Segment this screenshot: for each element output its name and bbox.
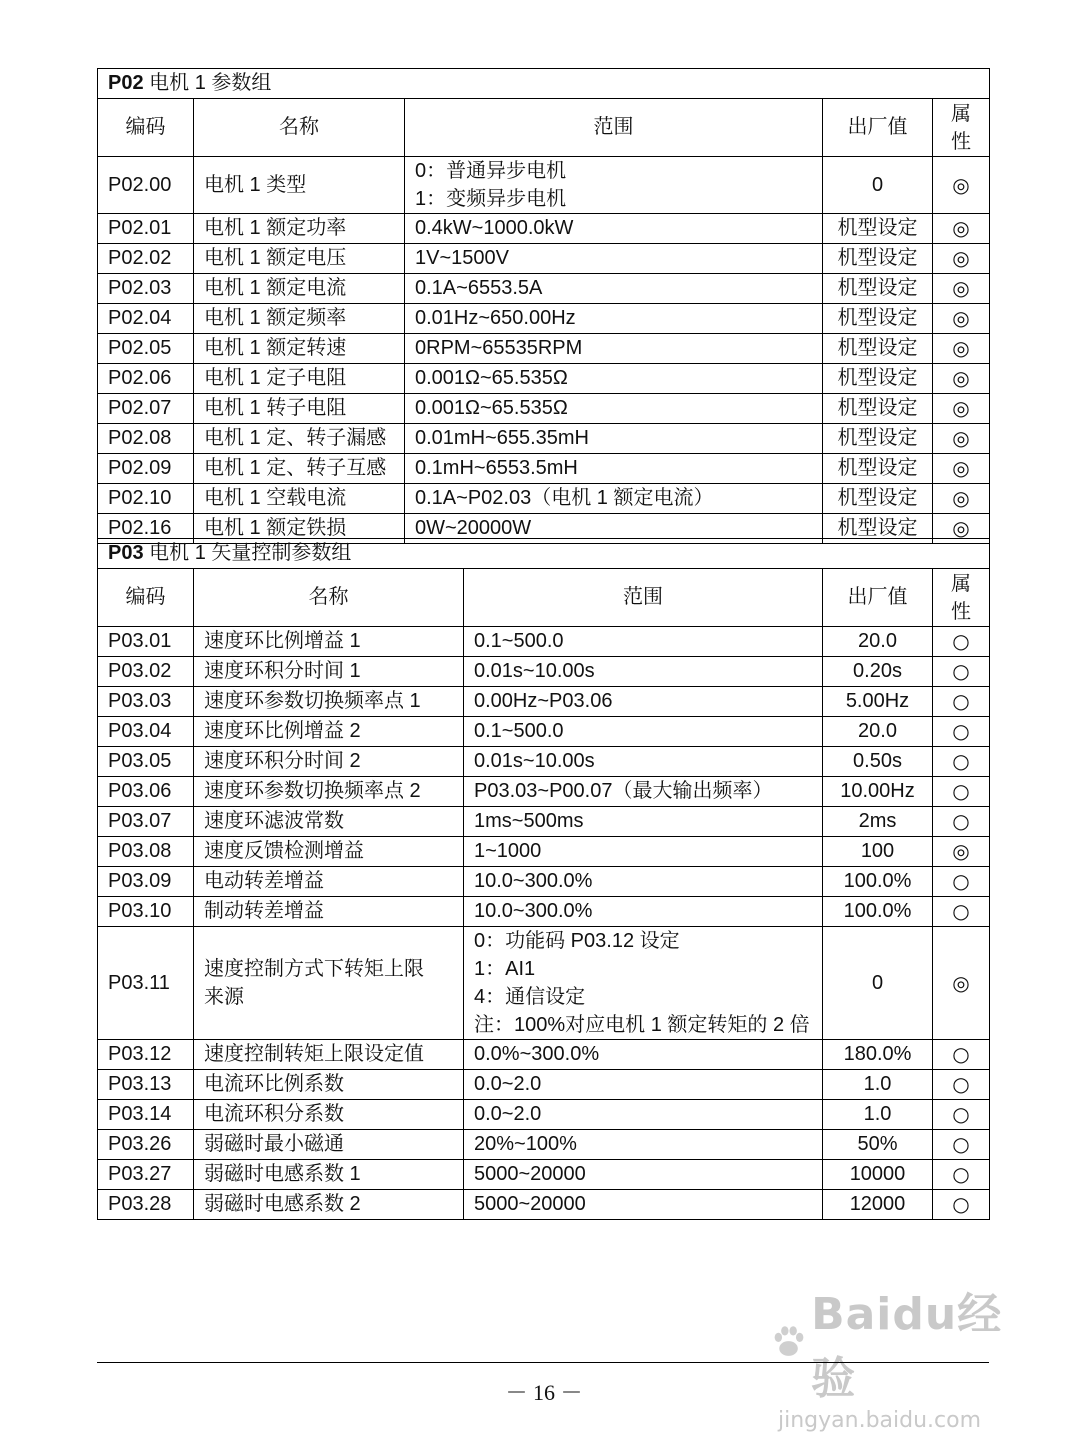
param-default: 100 bbox=[823, 837, 933, 867]
p03-header-range: 范围 bbox=[464, 569, 823, 627]
param-default: 10000 bbox=[823, 1160, 933, 1190]
paw-icon bbox=[770, 1322, 807, 1362]
param-default: 机型设定 bbox=[823, 214, 933, 244]
p02-parameter-table bbox=[97, 68, 990, 544]
param-name: 弱磁时电感系数 1 bbox=[194, 1160, 464, 1190]
table-row bbox=[98, 424, 990, 454]
param-default: 5.00Hz bbox=[823, 687, 933, 717]
p03-group-title: P03 电机 1 矢量控制参数组 bbox=[98, 539, 990, 569]
param-range: 5000~20000 bbox=[464, 1160, 823, 1190]
param-code: P02.16 bbox=[98, 514, 194, 544]
param-range: 5000~20000 bbox=[464, 1190, 823, 1220]
param-name-line: 速度控制方式下转矩上限 bbox=[204, 958, 424, 980]
param-default: 机型设定 bbox=[823, 514, 933, 544]
param-default: 0.20s bbox=[823, 657, 933, 687]
baidu-jingyan-watermark bbox=[770, 1278, 1030, 1433]
table-row bbox=[98, 244, 990, 274]
param-code: P02.03 bbox=[98, 274, 194, 304]
table-row bbox=[98, 1100, 990, 1130]
param-attr: ◎ bbox=[933, 304, 990, 334]
param-range: 0W~20000W bbox=[405, 514, 823, 544]
param-name: 电动转差增益 bbox=[194, 867, 464, 897]
param-default: 100.0% bbox=[823, 897, 933, 927]
table-row bbox=[98, 687, 990, 717]
p02-group-title-row bbox=[98, 69, 990, 99]
param-name: 电机 1 额定电流 bbox=[194, 274, 405, 304]
p02-header-range: 范围 bbox=[405, 99, 823, 157]
param-name: 电机 1 定子电阻 bbox=[194, 364, 405, 394]
param-name: 电机 1 额定功率 bbox=[194, 214, 405, 244]
param-name: 速度环比例增益 1 bbox=[194, 627, 464, 657]
param-attr: ◎ bbox=[933, 514, 990, 544]
param-range: 0.001Ω~65.535Ω bbox=[405, 394, 823, 424]
p03-header-code: 编码 bbox=[98, 569, 194, 627]
param-name: 速度反馈检测增益 bbox=[194, 837, 464, 867]
param-attr: ○ bbox=[933, 1190, 990, 1220]
param-attr: ◎ bbox=[933, 927, 990, 1040]
table-row bbox=[98, 157, 990, 214]
param-default: 机型设定 bbox=[823, 334, 933, 364]
table-row bbox=[98, 1070, 990, 1100]
param-attr: ◎ bbox=[933, 424, 990, 454]
table-row bbox=[98, 364, 990, 394]
param-default: 50% bbox=[823, 1130, 933, 1160]
param-name: 速度环积分时间 1 bbox=[194, 657, 464, 687]
param-code: P03.02 bbox=[98, 657, 194, 687]
param-name: 电机 1 定、转子互感 bbox=[194, 454, 405, 484]
param-name: 速度环参数切换频率点 1 bbox=[194, 687, 464, 717]
p03-group-title-row bbox=[98, 539, 990, 569]
param-attr: ◎ bbox=[933, 837, 990, 867]
param-attr: ◎ bbox=[933, 364, 990, 394]
param-attr: ○ bbox=[933, 747, 990, 777]
param-default: 机型设定 bbox=[823, 274, 933, 304]
table-row bbox=[98, 777, 990, 807]
param-code: P03.07 bbox=[98, 807, 194, 837]
param-range: 0.00Hz~P03.06 bbox=[464, 687, 823, 717]
param-range bbox=[464, 927, 823, 1040]
param-default: 机型设定 bbox=[823, 424, 933, 454]
param-range: 0.0%~300.0% bbox=[464, 1040, 823, 1070]
param-code: P03.03 bbox=[98, 687, 194, 717]
param-attr: ○ bbox=[933, 867, 990, 897]
param-attr: ○ bbox=[933, 807, 990, 837]
param-attr: ○ bbox=[933, 657, 990, 687]
param-code: P02.04 bbox=[98, 304, 194, 334]
param-name: 速度环积分时间 2 bbox=[194, 747, 464, 777]
param-default: 100.0% bbox=[823, 867, 933, 897]
param-code: P02.09 bbox=[98, 454, 194, 484]
param-code: P02.01 bbox=[98, 214, 194, 244]
param-code: P02.07 bbox=[98, 394, 194, 424]
param-code: P02.02 bbox=[98, 244, 194, 274]
param-default: 20.0 bbox=[823, 717, 933, 747]
param-default: 12000 bbox=[823, 1190, 933, 1220]
p02-group-title: P02 电机 1 参数组 bbox=[98, 69, 990, 99]
param-range: 10.0~300.0% bbox=[464, 897, 823, 927]
param-default: 机型设定 bbox=[823, 394, 933, 424]
table-row bbox=[98, 304, 990, 334]
p03-header-row bbox=[98, 569, 990, 627]
table-row bbox=[98, 837, 990, 867]
param-code: P03.27 bbox=[98, 1160, 194, 1190]
param-attr: ○ bbox=[933, 717, 990, 747]
param-attr: ○ bbox=[933, 1130, 990, 1160]
param-code: P03.14 bbox=[98, 1100, 194, 1130]
param-attr: ◎ bbox=[933, 394, 990, 424]
param-attr: ◎ bbox=[933, 274, 990, 304]
param-code: P03.01 bbox=[98, 627, 194, 657]
param-name: 电流环积分系数 bbox=[194, 1100, 464, 1130]
param-name: 电机 1 类型 bbox=[194, 157, 405, 214]
param-range: 20%~100% bbox=[464, 1130, 823, 1160]
param-name: 电机 1 额定铁损 bbox=[194, 514, 405, 544]
table-row bbox=[98, 807, 990, 837]
param-range: 0.01s~10.00s bbox=[464, 747, 823, 777]
param-name: 电机 1 转子电阻 bbox=[194, 394, 405, 424]
param-default: 1.0 bbox=[823, 1070, 933, 1100]
p02-header-name: 名称 bbox=[194, 99, 405, 157]
param-code: P03.13 bbox=[98, 1070, 194, 1100]
table-row bbox=[98, 927, 990, 1040]
param-name-line: 来源 bbox=[204, 986, 244, 1008]
param-attr: ◎ bbox=[933, 484, 990, 514]
param-name: 速度控制转矩上限设定值 bbox=[194, 1040, 464, 1070]
table-row bbox=[98, 334, 990, 364]
param-name: 电机 1 额定转速 bbox=[194, 334, 405, 364]
param-range-line: 4：通信设定 bbox=[474, 986, 586, 1008]
param-attr: ○ bbox=[933, 1070, 990, 1100]
param-attr: ◎ bbox=[933, 454, 990, 484]
param-name: 速度环参数切换频率点 2 bbox=[194, 777, 464, 807]
param-range: 0RPM~65535RPM bbox=[405, 334, 823, 364]
param-name: 速度环比例增益 2 bbox=[194, 717, 464, 747]
param-name: 电机 1 定、转子漏感 bbox=[194, 424, 405, 454]
param-default: 20.0 bbox=[823, 627, 933, 657]
table-row bbox=[98, 657, 990, 687]
param-range-line: 1：AI1 bbox=[474, 958, 536, 980]
param-default: 10.00Hz bbox=[823, 777, 933, 807]
param-default: 机型设定 bbox=[823, 454, 933, 484]
param-code: P03.06 bbox=[98, 777, 194, 807]
table-row bbox=[98, 1040, 990, 1070]
param-name: 电流环比例系数 bbox=[194, 1070, 464, 1100]
param-code: P02.10 bbox=[98, 484, 194, 514]
param-range: 0.01mH~655.35mH bbox=[405, 424, 823, 454]
param-attr: ○ bbox=[933, 1100, 990, 1130]
table-row bbox=[98, 717, 990, 747]
watermark-logo-text: Baidu经验 bbox=[811, 1289, 1003, 1404]
param-range-line: 0：普通异步电机 bbox=[415, 160, 567, 182]
param-name: 电机 1 额定频率 bbox=[194, 304, 405, 334]
p02-header-code: 编码 bbox=[98, 99, 194, 157]
param-code: P03.11 bbox=[98, 927, 194, 1040]
table-row bbox=[98, 454, 990, 484]
param-attr: ○ bbox=[933, 897, 990, 927]
param-range: 0.01s~10.00s bbox=[464, 657, 823, 687]
param-range: 0.1~500.0 bbox=[464, 717, 823, 747]
param-name: 电机 1 空载电流 bbox=[194, 484, 405, 514]
table-row bbox=[98, 867, 990, 897]
p03-header-name: 名称 bbox=[194, 569, 464, 627]
param-attr: ◎ bbox=[933, 157, 990, 214]
table-row bbox=[98, 484, 990, 514]
param-range: 0.0~2.0 bbox=[464, 1100, 823, 1130]
param-code: P03.09 bbox=[98, 867, 194, 897]
param-default: 0 bbox=[823, 927, 933, 1040]
param-name bbox=[194, 927, 464, 1040]
param-default: 机型设定 bbox=[823, 484, 933, 514]
param-name: 电机 1 额定电压 bbox=[194, 244, 405, 274]
param-attr: ◎ bbox=[933, 244, 990, 274]
param-range: 0.01Hz~650.00Hz bbox=[405, 304, 823, 334]
param-name: 制动转差增益 bbox=[194, 897, 464, 927]
param-code: P03.08 bbox=[98, 837, 194, 867]
p03-header-attr: 属 性 bbox=[933, 569, 990, 627]
page-number: － 16 － bbox=[505, 1380, 583, 1405]
param-attr: ○ bbox=[933, 777, 990, 807]
param-attr: ○ bbox=[933, 1040, 990, 1070]
param-name: 弱磁时最小磁通 bbox=[194, 1130, 464, 1160]
param-code: P03.04 bbox=[98, 717, 194, 747]
param-range-line: 注：100%对应电机 1 额定转矩的 2 倍 bbox=[474, 1014, 810, 1036]
param-code: P03.05 bbox=[98, 747, 194, 777]
param-range: 0.1mH~6553.5mH bbox=[405, 454, 823, 484]
param-range: 1V~1500V bbox=[405, 244, 823, 274]
p03-parameter-table bbox=[97, 538, 990, 1220]
param-attr: ○ bbox=[933, 627, 990, 657]
table-row bbox=[98, 274, 990, 304]
param-default: 0 bbox=[823, 157, 933, 214]
param-range: 0.1A~P02.03（电机 1 额定电流） bbox=[405, 484, 823, 514]
param-code: P03.26 bbox=[98, 1130, 194, 1160]
param-default: 1.0 bbox=[823, 1100, 933, 1130]
param-attr: ○ bbox=[933, 687, 990, 717]
p02-header-row bbox=[98, 99, 990, 157]
param-range: 1ms~500ms bbox=[464, 807, 823, 837]
table-row bbox=[98, 747, 990, 777]
table-row bbox=[98, 394, 990, 424]
param-attr: ○ bbox=[933, 1160, 990, 1190]
param-code: P03.10 bbox=[98, 897, 194, 927]
param-range: 0.1A~6553.5A bbox=[405, 274, 823, 304]
param-code: P02.06 bbox=[98, 364, 194, 394]
p03-header-default: 出厂值 bbox=[823, 569, 933, 627]
param-default: 0.50s bbox=[823, 747, 933, 777]
param-range: 10.0~300.0% bbox=[464, 867, 823, 897]
table-row bbox=[98, 1130, 990, 1160]
param-range bbox=[405, 157, 823, 214]
p02-header-default: 出厂值 bbox=[823, 99, 933, 157]
param-default: 180.0% bbox=[823, 1040, 933, 1070]
param-range: P03.03~P00.07（最大输出频率） bbox=[464, 777, 823, 807]
param-code: P03.12 bbox=[98, 1040, 194, 1070]
param-range-line: 1：变频异步电机 bbox=[415, 188, 567, 210]
table-row bbox=[98, 214, 990, 244]
param-range: 0.4kW~1000.0kW bbox=[405, 214, 823, 244]
param-name: 速度环滤波常数 bbox=[194, 807, 464, 837]
table-row bbox=[98, 627, 990, 657]
param-default: 机型设定 bbox=[823, 244, 933, 274]
param-code: P02.00 bbox=[98, 157, 194, 214]
param-code: P02.08 bbox=[98, 424, 194, 454]
param-attr: ◎ bbox=[933, 334, 990, 364]
table-row bbox=[98, 1190, 990, 1220]
param-range: 0.1~500.0 bbox=[464, 627, 823, 657]
param-code: P03.28 bbox=[98, 1190, 194, 1220]
param-range-line: 0：功能码 P03.12 设定 bbox=[474, 930, 680, 952]
param-default: 机型设定 bbox=[823, 364, 933, 394]
watermark-url: jingyan.baidu.com bbox=[778, 1408, 982, 1433]
param-name: 弱磁时电感系数 2 bbox=[194, 1190, 464, 1220]
param-code: P02.05 bbox=[98, 334, 194, 364]
param-default: 机型设定 bbox=[823, 304, 933, 334]
param-range: 0.0~2.0 bbox=[464, 1070, 823, 1100]
footer-divider bbox=[97, 1362, 989, 1363]
table-row bbox=[98, 897, 990, 927]
table-row bbox=[98, 1160, 990, 1190]
param-range: 0.001Ω~65.535Ω bbox=[405, 364, 823, 394]
param-default: 2ms bbox=[823, 807, 933, 837]
param-range: 1~1000 bbox=[464, 837, 823, 867]
p02-header-attr: 属 性 bbox=[933, 99, 990, 157]
param-attr: ◎ bbox=[933, 214, 990, 244]
